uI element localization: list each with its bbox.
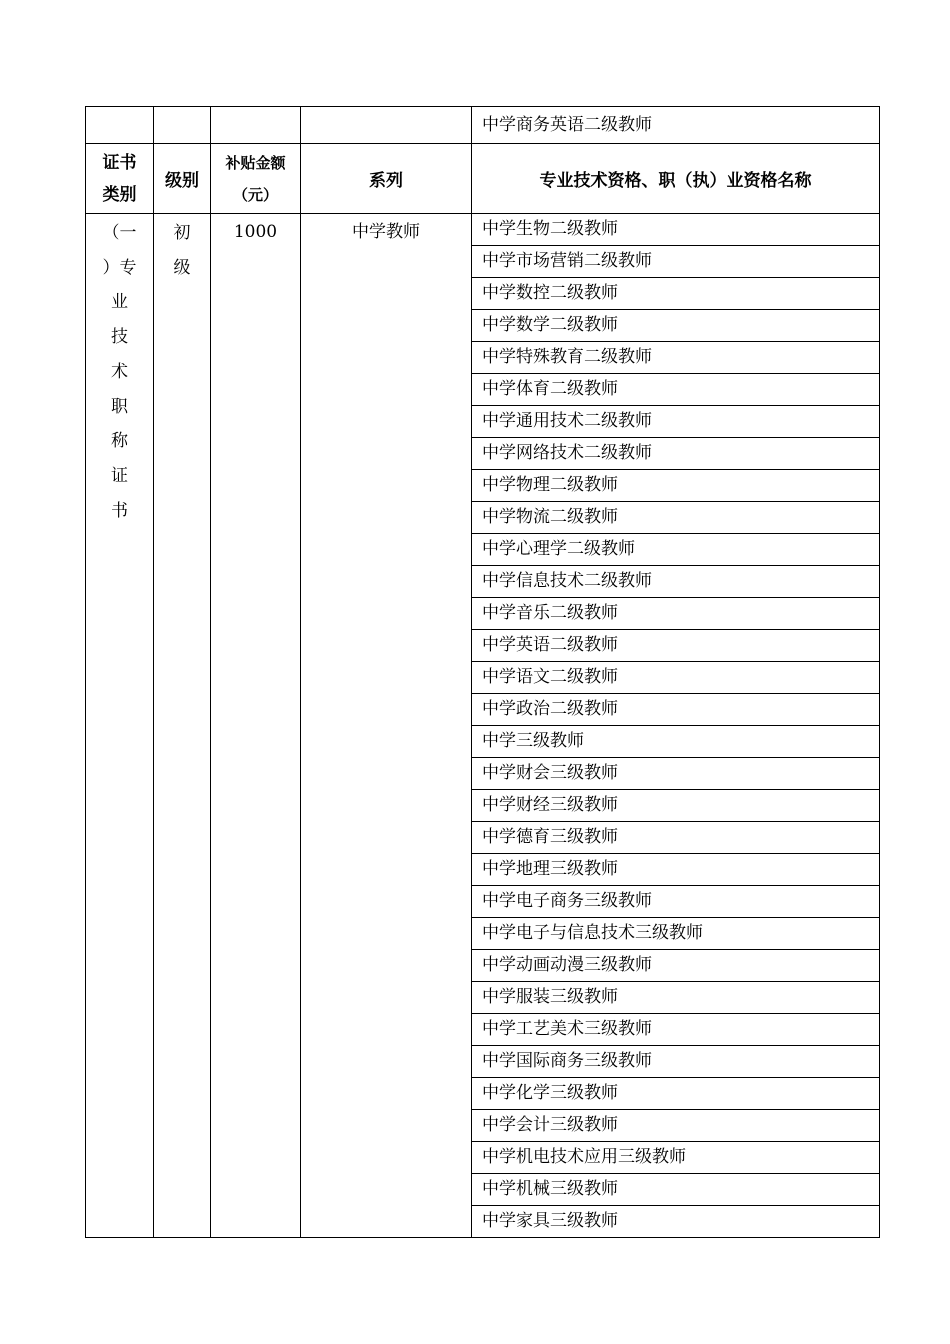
qualification-name-cell: 中学特殊教育二级教师	[472, 342, 880, 374]
header-series: 系列	[301, 144, 472, 214]
header-subsidy-line1: 补贴金额	[225, 153, 286, 172]
qualification-name-cell: 中学会计三级教师	[472, 1110, 880, 1142]
table-row	[86, 214, 880, 246]
category-char: （一	[102, 223, 137, 243]
header-subsidy	[211, 144, 301, 214]
header-category-line2: 类别	[102, 184, 137, 205]
qualification-name-cell: 中学财会三级教师	[472, 758, 880, 790]
qualification-name-cell: 中学三级教师	[472, 726, 880, 758]
level-char: 级	[173, 258, 191, 278]
qualification-name-cell: 中学通用技术二级教师	[472, 406, 880, 438]
qualification-name-cell: 中学动画动漫三级教师	[472, 950, 880, 982]
header-category	[86, 144, 154, 214]
qualification-name-cell: 中学网络技术二级教师	[472, 438, 880, 470]
qualification-name-cell: 中学服装三级教师	[472, 982, 880, 1014]
subsidy-amount-cell: 1000	[211, 214, 301, 1238]
qualification-name-cell: 中学机械三级教师	[472, 1174, 880, 1206]
header-row	[86, 144, 880, 214]
qualification-name-cell: 中学机电技术应用三级教师	[472, 1142, 880, 1174]
empty-cell	[211, 107, 301, 144]
qualification-name-cell: 中学电子商务三级教师	[472, 886, 880, 918]
level-char: 初	[173, 223, 191, 243]
qualification-name-cell: 中学工艺美术三级教师	[472, 1014, 880, 1046]
empty-cell	[154, 107, 211, 144]
header-level: 级别	[154, 144, 211, 214]
qualification-name-cell: 中学化学三级教师	[472, 1078, 880, 1110]
category-char: 称	[111, 431, 128, 452]
empty-cell	[301, 107, 472, 144]
qualification-name-cell: 中学英语二级教师	[472, 630, 880, 662]
qualification-name-cell: 中学生物二级教师	[472, 214, 880, 246]
qualification-name-cell: 中学家具三级教师	[472, 1206, 880, 1238]
qualification-name-cell: 中学心理学二级教师	[472, 534, 880, 566]
category-char: 技	[111, 327, 128, 348]
category-cell	[86, 214, 154, 1238]
qualification-name-cell: 中学商务英语二级教师	[472, 107, 880, 144]
category-char: ）专	[102, 257, 137, 278]
category-char: 证	[111, 465, 128, 486]
level-cell	[154, 214, 211, 1238]
category-char: 书	[111, 500, 128, 521]
qualification-name-cell: 中学地理三级教师	[472, 854, 880, 886]
qualification-name-cell: 中学信息技术二级教师	[472, 566, 880, 598]
qualification-name-cell: 中学电子与信息技术三级教师	[472, 918, 880, 950]
qualification-name-cell: 中学市场营销二级教师	[472, 246, 880, 278]
header-qualification: 专业技术资格、职（执）业资格名称	[472, 144, 880, 214]
category-char: 职	[111, 396, 128, 417]
header-category-line1: 证书	[102, 152, 137, 173]
qualification-name-cell: 中学体育二级教师	[472, 374, 880, 406]
qualification-name-cell: 中学物理二级教师	[472, 470, 880, 502]
qualification-name-cell: 中学财经三级教师	[472, 790, 880, 822]
series-cell: 中学教师	[301, 214, 472, 1238]
category-char: 业	[111, 292, 128, 313]
qualification-name-cell: 中学国际商务三级教师	[472, 1046, 880, 1078]
qualification-name-cell: 中学语文二级教师	[472, 662, 880, 694]
category-char: 术	[111, 361, 128, 382]
qualification-name-cell: 中学数学二级教师	[472, 310, 880, 342]
empty-cell	[86, 107, 154, 144]
qualification-name-cell: 中学数控二级教师	[472, 278, 880, 310]
qualification-name-cell: 中学德育三级教师	[472, 822, 880, 854]
qualification-table	[85, 106, 880, 1238]
qualification-name-cell: 中学物流二级教师	[472, 502, 880, 534]
qualification-name-cell: 中学政治二级教师	[472, 694, 880, 726]
header-subsidy-line2: （元）	[232, 185, 278, 204]
qualification-name-cell: 中学音乐二级教师	[472, 598, 880, 630]
table-row-continued	[86, 107, 880, 144]
